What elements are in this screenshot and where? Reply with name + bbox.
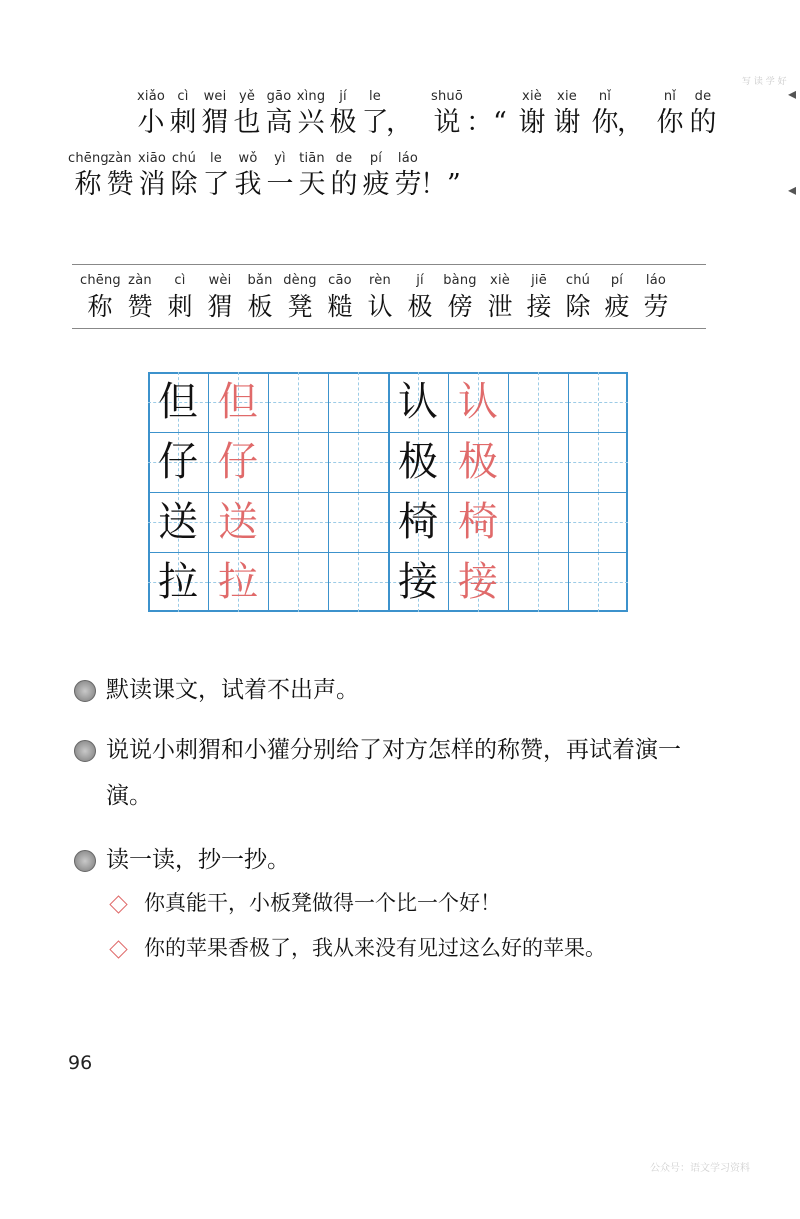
pinyin: shuō (430, 89, 463, 104)
grid-cell (508, 552, 568, 612)
hanzi: 也 (233, 107, 261, 138)
hanzi: 一 (266, 169, 294, 200)
pinyin: chēng (68, 151, 109, 166)
vocab-top-rule (72, 264, 706, 265)
model-char: 拉 (158, 559, 198, 605)
grid-cell (268, 552, 328, 612)
guide-line (508, 402, 568, 403)
hanzi: 兴 (297, 107, 325, 138)
vocab-char (240, 272, 280, 324)
watermark-top: 写 读 学 好 (742, 77, 787, 87)
hanzi: 谢 (518, 107, 546, 138)
guide-line (328, 462, 388, 463)
pinyin: cì (174, 273, 186, 288)
pinyin: xiǎo (136, 89, 166, 104)
vocab-char (558, 272, 598, 324)
edge-mark-icon: ◂ (788, 180, 797, 199)
model-char: 椅 (398, 499, 438, 545)
vocab-char (160, 272, 200, 324)
grid-cell (568, 432, 628, 492)
guide-line (568, 582, 628, 583)
guide-line (328, 522, 388, 523)
pinyin: yě (238, 89, 256, 104)
hanzi: 高 (265, 107, 293, 138)
vocab-bottom-rule (72, 328, 706, 329)
pinyin: le (209, 151, 222, 166)
model-char: 但 (158, 379, 198, 425)
grid-cell (508, 432, 568, 492)
guide-line (568, 402, 628, 403)
model-char: 认 (398, 379, 438, 425)
grid-cell (328, 372, 388, 432)
guide-line (508, 522, 568, 523)
pinyin: wèi (208, 273, 232, 288)
model-char: 送 (158, 499, 198, 545)
hanzi: 傍 (447, 292, 473, 321)
pinyin: rèn (369, 273, 391, 288)
pinyin: jí (339, 89, 347, 104)
pinyin: chēng (80, 273, 121, 288)
hanzi: 劳 (643, 292, 669, 321)
guide-line (328, 402, 388, 403)
pinyin: pí (610, 273, 624, 288)
vocab-char (440, 272, 480, 324)
trace-char: 极 (458, 439, 498, 485)
watermark-bottom: 公众号：语文学习资料 (650, 1163, 750, 1174)
pinyin: bǎn (247, 273, 273, 288)
model-char: 接 (398, 559, 438, 605)
vocab-char (280, 272, 320, 324)
grid-cell (328, 492, 388, 552)
guide-line (508, 462, 568, 463)
pinyin: xìng (296, 89, 326, 104)
pinyin: xiè (490, 273, 510, 288)
hanzi: 糙 (327, 292, 353, 321)
pinyin: xie (557, 89, 577, 104)
hanzi: 了 (361, 107, 389, 138)
copy-sentence-2: 你的苹果香极了，我从来没有见过这么好的苹果。 (144, 936, 606, 960)
story-char (512, 88, 552, 140)
hanzi: 接 (526, 292, 552, 321)
hanzi: 疲 (604, 292, 630, 321)
grid-cell (328, 552, 388, 612)
story-char (683, 88, 723, 140)
pinyin: de (694, 89, 712, 104)
hanzi: 你 (591, 107, 619, 138)
exercise-1-text: 默读课文，试着不出声。 (106, 677, 359, 703)
vocab-char (360, 272, 400, 324)
pinyin: le (368, 89, 381, 104)
hanzi: 猬 (207, 292, 233, 321)
exercise-medal-icon (74, 680, 96, 702)
pinyin: tiān (299, 151, 325, 166)
hanzi: 除 (170, 169, 198, 200)
guide-line (568, 462, 628, 463)
hanzi: 猬 (201, 107, 229, 138)
pinyin: zàn (128, 273, 152, 288)
page-number: 96 (68, 1052, 93, 1074)
trace-char: 仔 (218, 439, 258, 485)
hanzi: 刺 (169, 107, 197, 138)
hanzi: 称 (87, 292, 113, 321)
pinyin: chú (565, 273, 591, 288)
hanzi: 的 (330, 169, 358, 200)
grid-cell (508, 492, 568, 552)
punctuation: ， (617, 107, 644, 138)
diamond-bullet-icon (109, 940, 127, 958)
model-char: 极 (398, 439, 438, 485)
trace-char: 认 (458, 379, 498, 425)
grid-cell (568, 492, 628, 552)
hanzi: 我 (234, 169, 262, 200)
guide-line (508, 582, 568, 583)
trace-char: 接 (458, 559, 498, 605)
diamond-bullet-icon (109, 895, 127, 913)
vocab-char (597, 272, 637, 324)
grid-cell (268, 372, 328, 432)
pinyin: xiè (522, 89, 542, 104)
hanzi: 疲 (362, 169, 390, 200)
exercise-medal-icon (74, 850, 96, 872)
guide-line (568, 522, 628, 523)
pinyin: jí (416, 273, 424, 288)
grid-cell (328, 432, 388, 492)
pinyin: gāo (266, 89, 292, 104)
model-char: 仔 (158, 439, 198, 485)
pinyin: zàn (108, 151, 132, 166)
vocab-char (200, 272, 240, 324)
trace-char: 但 (218, 379, 258, 425)
pinyin: nǐ (663, 89, 677, 104)
pinyin: nǐ (598, 89, 612, 104)
hanzi: 刺 (167, 292, 193, 321)
story-char (547, 88, 587, 140)
pinyin: de (335, 151, 353, 166)
vocab-char (480, 272, 520, 324)
guide-line (268, 462, 328, 463)
copy-sentence-1: 你真能干，小板凳做得一个比一个好！ (144, 891, 501, 915)
vocab-char (636, 272, 676, 324)
pinyin: pí (369, 151, 383, 166)
grid-cell (508, 372, 568, 432)
hanzi: 极 (407, 292, 433, 321)
punctuation: ！” (420, 169, 461, 200)
story-char (427, 88, 467, 140)
hanzi: 的 (689, 107, 717, 138)
pinyin: yì (274, 151, 286, 166)
hanzi: 赞 (106, 169, 134, 200)
guide-line (268, 582, 328, 583)
pinyin: chú (171, 151, 197, 166)
hanzi: 说 (433, 107, 461, 138)
hanzi: 谢 (553, 107, 581, 138)
grid-cell (268, 432, 328, 492)
exercise-3-text: 读一读，抄一抄。 (106, 847, 290, 873)
writing-grid (148, 372, 628, 612)
pinyin: xiāo (137, 151, 167, 166)
pinyin: láo (645, 273, 667, 288)
vocab-char (80, 272, 120, 324)
hanzi: 板 (247, 292, 273, 321)
exercise-medal-icon (74, 740, 96, 762)
hanzi: 消 (138, 169, 166, 200)
hanzi: 凳 (287, 292, 313, 321)
grid-cell (568, 372, 628, 432)
grid-cell (568, 552, 628, 612)
trace-char: 拉 (218, 559, 258, 605)
hanzi: 天 (298, 169, 326, 200)
pinyin: cì (177, 89, 189, 104)
punctuation: ， (386, 107, 413, 138)
hanzi: 极 (329, 107, 357, 138)
hanzi: 除 (565, 292, 591, 321)
trace-char: 送 (218, 499, 258, 545)
grid-cell (268, 492, 328, 552)
hanzi: 小 (137, 107, 165, 138)
pinyin: cāo (328, 273, 352, 288)
hanzi: 称 (74, 169, 102, 200)
hanzi: 赞 (127, 292, 153, 321)
guide-line (268, 402, 328, 403)
vocab-char (320, 272, 360, 324)
pinyin: wǒ (238, 151, 258, 166)
hanzi: 泄 (487, 292, 513, 321)
pinyin: dèng (283, 273, 317, 288)
hanzi: 了 (202, 169, 230, 200)
exercise-2-text: 说说小刺猬和小獾分别给了对方怎样的称赞，再试着演一演。 (106, 737, 681, 809)
hanzi: 劳 (394, 169, 422, 200)
vocab-char (519, 272, 559, 324)
hanzi: 认 (367, 292, 393, 321)
vocab-char (400, 272, 440, 324)
guide-line (328, 582, 388, 583)
edge-mark-icon: ◂ (788, 84, 797, 103)
punctuation: ：“ (466, 107, 507, 138)
pinyin: jiē (531, 273, 547, 288)
guide-line (268, 522, 328, 523)
vocab-char (120, 272, 160, 324)
pinyin: láo (397, 151, 419, 166)
pinyin: bàng (443, 273, 477, 288)
pinyin: wei (203, 89, 227, 104)
trace-char: 椅 (458, 499, 498, 545)
hanzi: 你 (656, 107, 684, 138)
